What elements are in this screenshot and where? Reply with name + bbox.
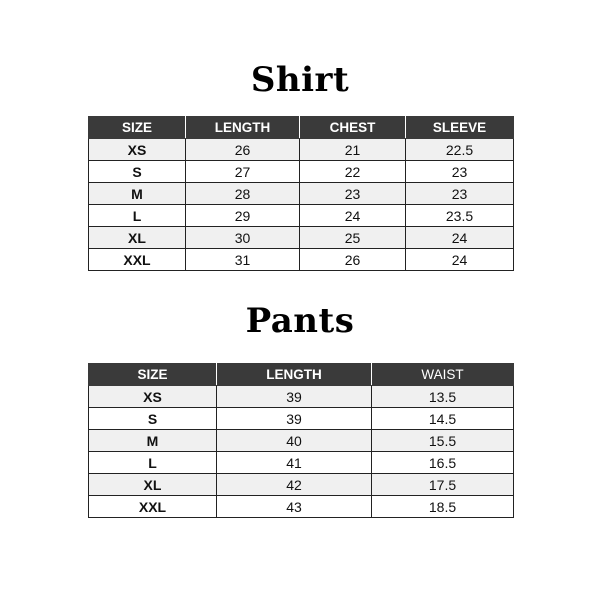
size-cell: XXL (89, 496, 217, 518)
pants-title: Pants (245, 301, 355, 341)
length-cell: 29 (186, 205, 300, 227)
size-cell: XS (89, 386, 217, 408)
length-cell: 39 (217, 408, 372, 430)
chest-cell: 22 (300, 161, 406, 183)
waist-cell: 15.5 (372, 430, 514, 452)
table-row (89, 161, 514, 183)
sleeve-cell: 23 (406, 183, 514, 205)
table-row (89, 430, 514, 452)
waist-cell: 17.5 (372, 474, 514, 496)
table-row (89, 408, 514, 430)
sleeve-cell: 22.5 (406, 139, 514, 161)
size-cell: XS (89, 139, 186, 161)
header-waist: WAIST (372, 364, 514, 386)
chest-cell: 21 (300, 139, 406, 161)
waist-cell: 14.5 (372, 408, 514, 430)
header-chest: CHEST (300, 117, 406, 139)
length-cell: 27 (186, 161, 300, 183)
header-length: LENGTH (217, 364, 372, 386)
length-cell: 41 (217, 452, 372, 474)
size-cell: M (89, 183, 186, 205)
waist-cell: 18.5 (372, 496, 514, 518)
size-cell: XXL (89, 249, 186, 271)
table-row (89, 205, 514, 227)
sleeve-cell: 24 (406, 249, 514, 271)
table-header-row (89, 364, 514, 386)
sleeve-cell: 23.5 (406, 205, 514, 227)
size-cell: M (89, 430, 217, 452)
length-cell: 42 (217, 474, 372, 496)
length-cell: 43 (217, 496, 372, 518)
size-cell: S (89, 161, 186, 183)
chest-cell: 25 (300, 227, 406, 249)
chest-cell: 23 (300, 183, 406, 205)
table-row (89, 452, 514, 474)
sleeve-cell: 24 (406, 227, 514, 249)
header-size: SIZE (89, 364, 217, 386)
length-cell: 31 (186, 249, 300, 271)
chest-cell: 26 (300, 249, 406, 271)
size-cell: L (89, 205, 186, 227)
table-header-row (89, 117, 514, 139)
table-row (89, 496, 514, 518)
waist-cell: 13.5 (372, 386, 514, 408)
header-length: LENGTH (186, 117, 300, 139)
waist-cell: 16.5 (372, 452, 514, 474)
size-cell: S (89, 408, 217, 430)
length-cell: 28 (186, 183, 300, 205)
chest-cell: 24 (300, 205, 406, 227)
header-sleeve: SLEEVE (406, 117, 514, 139)
length-cell: 26 (186, 139, 300, 161)
shirt-title: Shirt (250, 60, 350, 100)
table-row (89, 249, 514, 271)
table-row (89, 227, 514, 249)
size-cell: XL (89, 474, 217, 496)
header-size: SIZE (89, 117, 186, 139)
length-cell: 30 (186, 227, 300, 249)
length-cell: 39 (217, 386, 372, 408)
sleeve-cell: 23 (406, 161, 514, 183)
length-cell: 40 (217, 430, 372, 452)
shirt-size-table (88, 116, 514, 271)
table-row (89, 474, 514, 496)
table-row (89, 139, 514, 161)
size-cell: XL (89, 227, 186, 249)
pants-size-table (88, 363, 514, 518)
size-cell: L (89, 452, 217, 474)
table-row (89, 386, 514, 408)
table-row (89, 183, 514, 205)
